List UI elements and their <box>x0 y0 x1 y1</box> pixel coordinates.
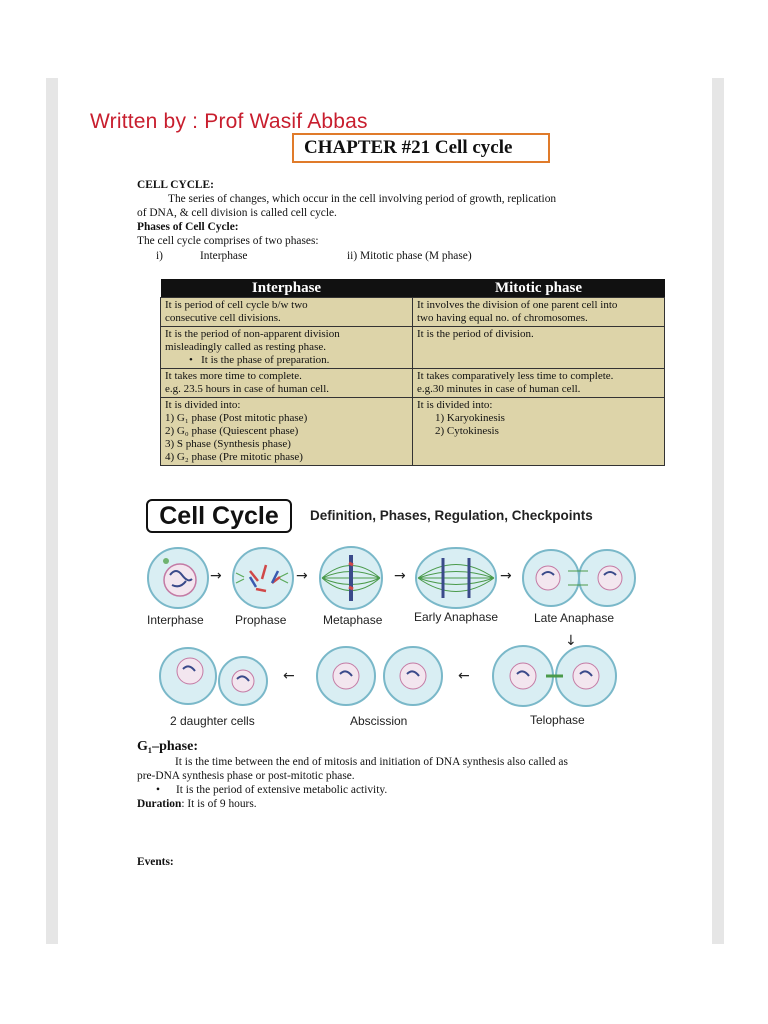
interphase-cell-icon <box>148 548 208 608</box>
abscission-cell-icon <box>317 647 442 705</box>
stage-label-telophase: Telophase <box>530 713 585 727</box>
stage-label-interphase: Interphase <box>147 613 204 627</box>
prophase-cell-icon <box>233 548 293 608</box>
events-heading: Events: <box>137 856 174 868</box>
cell-line: e.g.30 minutes in case of human cell. <box>417 383 581 395</box>
arrow-down-icon: ↓ <box>565 633 577 649</box>
stage-label-daughter-cells: 2 daughter cells <box>170 714 255 728</box>
bullet-icon: • <box>189 354 202 366</box>
stage-label-late-anaphase: Late Anaphase <box>534 611 615 625</box>
cell-line: It takes more time to complete. <box>165 370 302 382</box>
table-cell <box>161 398 413 466</box>
g1-bullet-icon: • <box>156 784 160 796</box>
table-cell <box>413 369 665 398</box>
stage-label-abscission: Abscission <box>350 714 408 728</box>
page-left-edge <box>46 78 58 944</box>
cell-line: It is period of cell cycle b/w two <box>165 299 308 311</box>
cell-line: 1) Karyokinesis <box>435 412 505 424</box>
table-row <box>161 298 665 327</box>
cell-bullet-line <box>165 354 408 367</box>
cell-line: misleadingly called as resting phase. <box>165 341 326 353</box>
cell-line: 2) Cytokinesis <box>435 425 499 437</box>
cell-line: e.g. 23.5 hours in case of human cell. <box>165 383 330 395</box>
stage-label-prophase: Prophase <box>235 613 287 627</box>
phase-i-number: i) <box>156 250 163 262</box>
arrow-right-icon: → <box>296 568 308 584</box>
early-anaphase-cell-icon <box>416 548 496 608</box>
arrow-left-icon: ← <box>458 668 470 684</box>
cell-line: consecutive cell divisions. <box>165 312 281 324</box>
table-header-mitotic: Mitotic phase <box>413 279 665 298</box>
g1-line-1: It is the time between the end of mitosis and initiation of DNA synthesis also called as <box>175 756 568 768</box>
duration-line <box>137 797 257 811</box>
comparison-table <box>160 279 665 466</box>
figure-title: Cell Cycle <box>146 499 292 533</box>
cell-bullet-text: It is the phase of preparation. <box>201 354 330 366</box>
chapter-title: CHAPTER #21 Cell cycle <box>292 133 550 163</box>
duration-text: : It is of 9 hours. <box>181 798 257 810</box>
phases-text: The cell cycle comprises of two phases: <box>137 235 319 247</box>
figure-subtitle: Definition, Phases, Regulation, Checkpoints <box>310 508 593 523</box>
cell-line: It is divided into: <box>165 399 241 411</box>
phase-i-label: Interphase <box>200 250 248 262</box>
table-cell <box>413 298 665 327</box>
author-line: Written by : Prof Wasif Abbas <box>90 110 368 133</box>
g1-bullet-text: It is the period of extensive metabolic activity. <box>176 784 388 796</box>
late-anaphase-cell-icon <box>523 550 635 606</box>
cell-line: 1) G₁ phase (Post mitotic phase) <box>165 412 308 424</box>
cell-line: It takes comparatively less time to complete. <box>417 370 614 382</box>
intro-line-1: The series of changes, which occur in the cell involving period of growth, replication <box>168 193 557 205</box>
cell-cycle-heading: CELL CYCLE: <box>137 179 214 191</box>
arrow-right-icon: → <box>394 568 406 584</box>
g1-line-2: pre-DNA synthesis phase or post-mitotic phase. <box>137 770 355 782</box>
daughter-cell-icon-2 <box>219 657 267 705</box>
cell-line: two having equal no. of chromosomes. <box>417 312 588 324</box>
cell-line: 3) S phase (Synthesis phase) <box>165 438 291 450</box>
cell-line: 2) G₀ phase (Quiescent phase) <box>165 425 299 437</box>
table-cell <box>161 369 413 398</box>
cell-line: 4) G₂ phase (Pre mitotic phase) <box>165 451 303 463</box>
intro-line-2: of DNA, & cell division is called cell cycle. <box>137 207 337 219</box>
table-header-interphase: Interphase <box>161 279 413 298</box>
stage-label-early-anaphase: Early Anaphase <box>414 610 499 624</box>
phases-heading: Phases of Cell Cycle: <box>137 221 239 233</box>
phase-ii-label: ii) Mitotic phase (M phase) <box>347 250 472 262</box>
daughter-cell-icon-1 <box>160 648 216 704</box>
stage-label-metaphase: Metaphase <box>323 613 383 627</box>
table-cell <box>161 327 413 369</box>
table-row <box>161 369 665 398</box>
table-cell <box>413 398 665 466</box>
arrow-right-icon: → <box>210 568 222 584</box>
cell-line: It is divided into: <box>417 399 493 411</box>
cell-line: It involves the division of one parent cell into <box>417 299 618 311</box>
cell-line: It is the period of division. <box>417 328 534 340</box>
table-row <box>161 327 665 369</box>
table-row <box>161 398 665 466</box>
cell-cycle-figure <box>138 493 638 733</box>
table-header-row <box>161 279 665 298</box>
table-cell <box>161 298 413 327</box>
page-right-edge <box>712 78 724 944</box>
arrow-left-icon: ← <box>283 668 295 684</box>
arrow-right-icon: → <box>500 568 512 584</box>
cell-line: It is the period of non-apparent division <box>165 328 340 340</box>
g1-heading: G₁–phase: <box>137 739 198 754</box>
telophase-cell-icon <box>493 646 616 706</box>
table-cell <box>413 327 665 369</box>
duration-label: Duration <box>137 798 182 810</box>
metaphase-cell-icon <box>320 547 382 609</box>
